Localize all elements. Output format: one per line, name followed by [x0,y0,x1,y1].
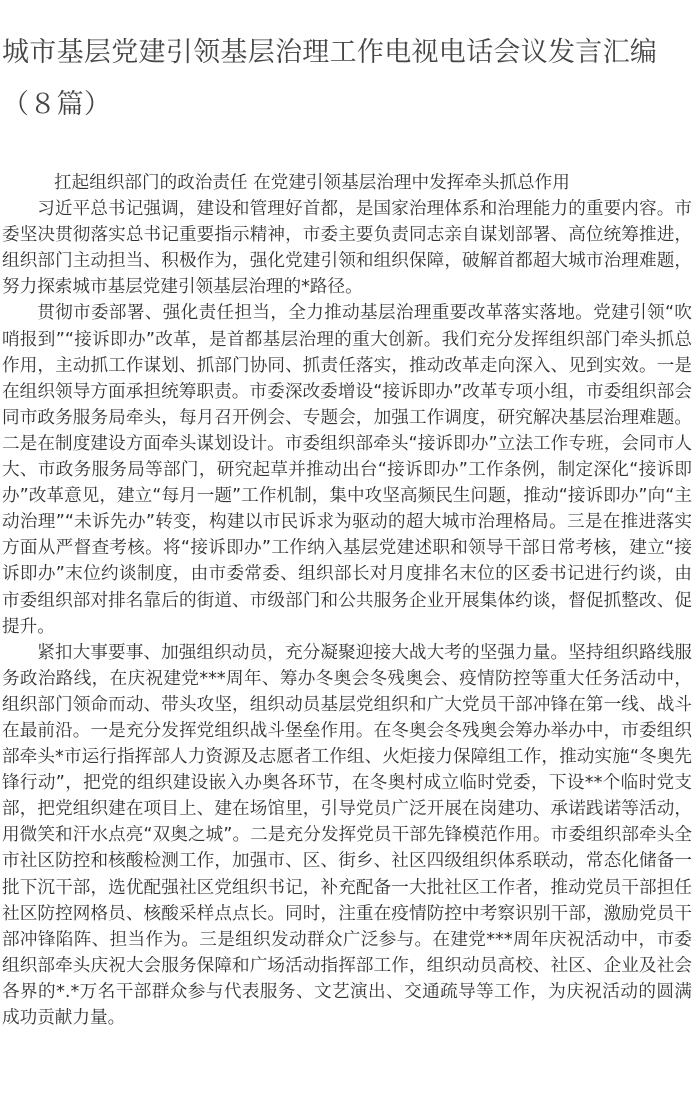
document-title: 城市基层党建引领基层治理工作电视电话会议发言汇编（８篇） [2,37,658,120]
body-paragraph-3: 紧扣大事要事、加强组织动员，充分凝聚迎接大战大考的坚强力量。坚持组织路线服务政治路线，在庆祝建党***周年、筹办冬奥会冬残奥会、疫情防控等重大任务活动中，组织部门领命而动、带头攻坚，组织动员基层党组织和广大党员干部冲锋在第一线、战斗在最前沿。一是充分发挥党组织战斗堡垒作用。在冬奥会冬残奥会筹办举办中，市委组织部牵头*市运行指挥部人力资源及志愿者工作组、火炬接力保障组工作，推动实施“冬奥先锋行动”，把党的组织建设嵌入办奥各环节，在冬奥村成立临时党委，下设**个临时党支部，把党组织建在项目上、建在场馆里，引导党员广泛开展在岗建功、承诺践诺等活动，用微笑和汗水点亮“双奥之城”。二是充分发挥党员干部先锋模范作用。市委组织部牵头全市社区防控和核酸检测工作，加强市、区、街乡、社区四级组织体系联动，常态化储备一批下沉干部，选优配强社区党组织书记，补充配备一大批社区工作者，推动党员干部担任社区防控网格员、核酸采样点点长。同时，注重在疫情防控中考察识别干部，激励党员干部冲锋陷阵、担当作为。三是组织发动群众广泛参与。在建党***周年庆祝活动中，市委组织部牵头庆祝大会服务保障和广场活动指挥部工作，组织动员高校、社区、企业及社会各界的*.*万名干部群众参与代表服务、文艺演出、交通疏导等工作，为庆祝活动的圆满成功贡献力量。 [2,642,692,1028]
section-heading: 扛起组织部门的政治责任 在党建引领基层治理中发挥牵头抓总作用 [54,173,570,193]
body-paragraph-1: 习近平总书记强调，建设和管理好首都，是国家治理体系和治理能力的重要内容。市委坚决贯彻落实总书记重要指示精神，市委主要负责同志亲自谋划部署、高位统筹推进，组织部门主动担当、积极作为，强化党建引领和组织保障，破解首都超大城市治理难题，努力探索城市基层党建引领基层治理的*路径。 [2,199,692,298]
document-body [2,170,692,1031]
body-paragraph-2: 贯彻市委部署、强化责任担当，全力推动基层治理重要改革落实落地。党建引领“吹哨报到”“接诉即办”改革，是首都基层治理的重大创新。我们充分发挥组织部门牵头抓总作用，主动抓工作谋划、抓部门协同、抓责任落实，推动改革走向深入、见到实效。一是在组织领导方面承担统筹职责。市委深改委增设“接诉即办”改革专项小组，市委组织部会同市政务服务局牵头，每月召开例会、专题会，加强工作调度，研究解决基层治理难题。二是在制度建设方面牵头谋划设计。市委组织部牵头“接诉即办”立法工作专班，会同市人大、市政务服务局等部门，研究起草并推动出台“接诉即办”工作条例，制定深化“接诉即办”改革意见，建立“每月一题”工作机制，集中攻坚高频民生问题，推动“接诉即办”向“主动治理”“未诉先办”转变，构建以市民诉求为驱动的超大城市治理格局。三是在推进落实方面从严督查考核。将“接诉即办”工作纳入基层党建述职和领导干部日常考核，建立“接诉即办”末位约谈制度，由市委常委、组织部长对月度排名末位的区委书记进行约谈，由市委组织部对排名靠后的街道、市级部门和公共服务企业开展集体约谈，督促抓整改、促提升。 [2,303,692,637]
